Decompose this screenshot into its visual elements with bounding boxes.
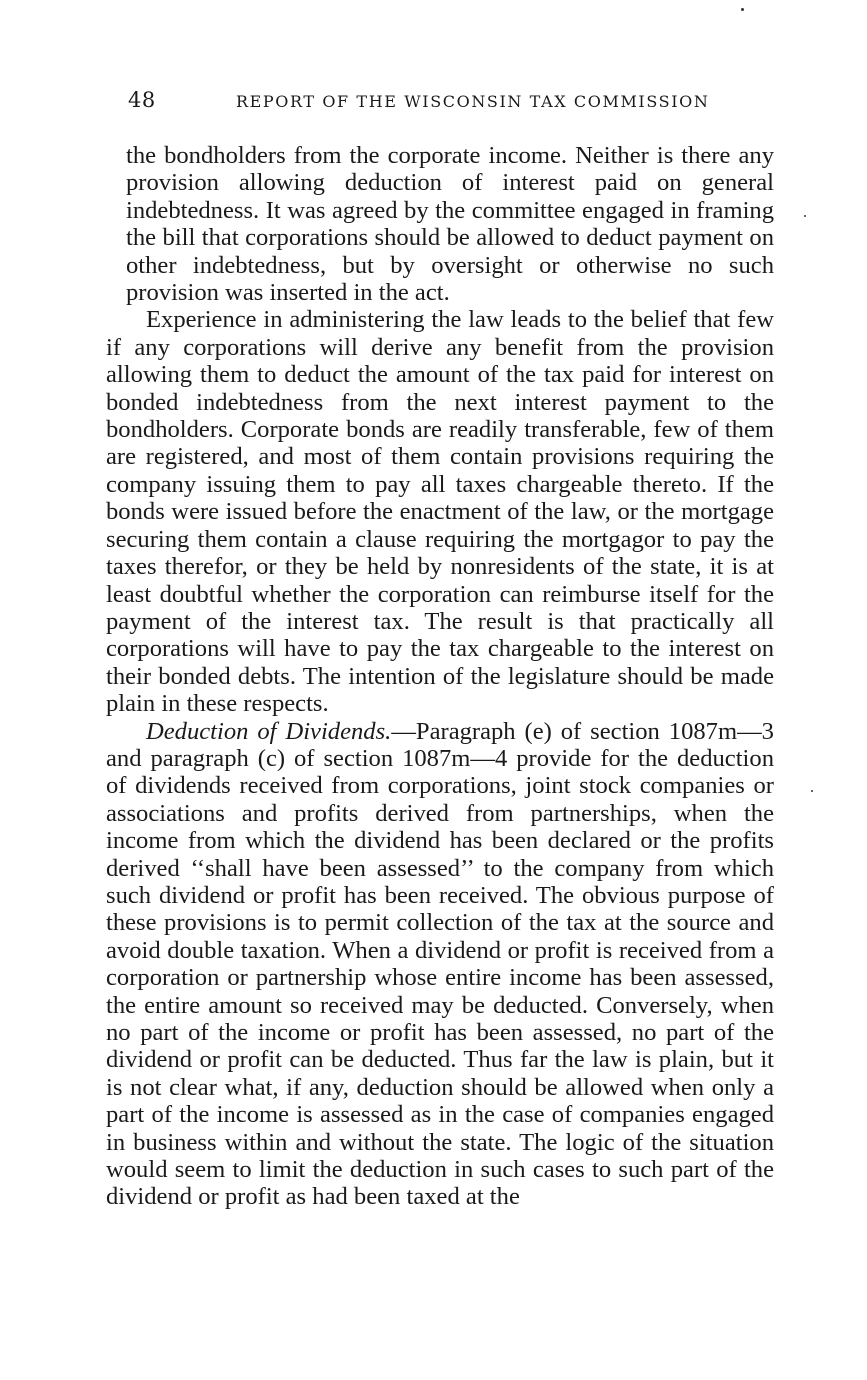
paragraph-deduction-of-dividends <box>106 718 774 1211</box>
running-head: REPORT OF THE WISCONSIN TAX COMMISSION <box>236 92 710 111</box>
section-heading: Deduction of Dividends. <box>146 717 392 745</box>
page-number: 48 <box>128 88 156 112</box>
paragraph-experience: Experience in administering the law leads to the belief that few if any corporations will derive any benefit from the provision allowing them to deduct the amount of the tax paid for interest on bonded indebtedness from the next interest payment to the bondholders. Corporate bonds are readily transferable, few of them are registered, and most of them contain provisions requiring the company issuing them to pay all taxes chargeable thereto. If the bonds were issued before the enactment of the law, or the mortgage securing them contain a clause requiring the mortgagor to pay the taxes therefor, or they be held by nonresidents of the state, it is at least doubtful whether the corporation can reimburse itself for the payment of the interest tax. The result is that practically all corporations will have to pay the tax chargeable to the interest on their bonded debts. The intention of the legislature should be made plain in these respects. <box>106 306 774 718</box>
paper-speck <box>804 215 806 217</box>
paper-speck <box>741 8 744 11</box>
paper-speck <box>811 790 813 792</box>
body-text <box>106 142 774 1211</box>
paragraph-text: —Paragraph (e) of section 1087m—3 and paragraph (c) of section 1087m—4 provide for the deduction of dividends received from corporations, joint stock companies or associations and profits derived from partnerships, when the income from which the dividend has been declared or the profits derived ‘‘shall have been assessed’’ to the company from which such dividend or profit has been received. The obvious purpose of these provisions is to permit collection of the tax at the source and avoid double taxation. When a dividend or profit is received from a corporation or partnership whose entire income has been assessed, the entire amount so received may be deducted. Conversely, when no part of the income or profit has been assessed, no part of the dividend or profit can be deducted. Thus far the law is plain, but it is not clear what, if any, deduction should be allowed when only a part of the income is assessed as in the case of companies engaged in business within and without the state. The logic of the situation would seem to limit the deduction in such cases to such part of the dividend or profit as had been taxed at the <box>106 717 774 1211</box>
paragraph-continuation: the bondholders from the corporate income. Neither is there any provision allowing deduction of interest paid on general indebtedness. It was agreed by the committee engaged in framing the bill that corporations should be allowed to deduct payment on other indebtedness, but by oversight or otherwise no such provision was inserted in the act. <box>126 142 774 307</box>
